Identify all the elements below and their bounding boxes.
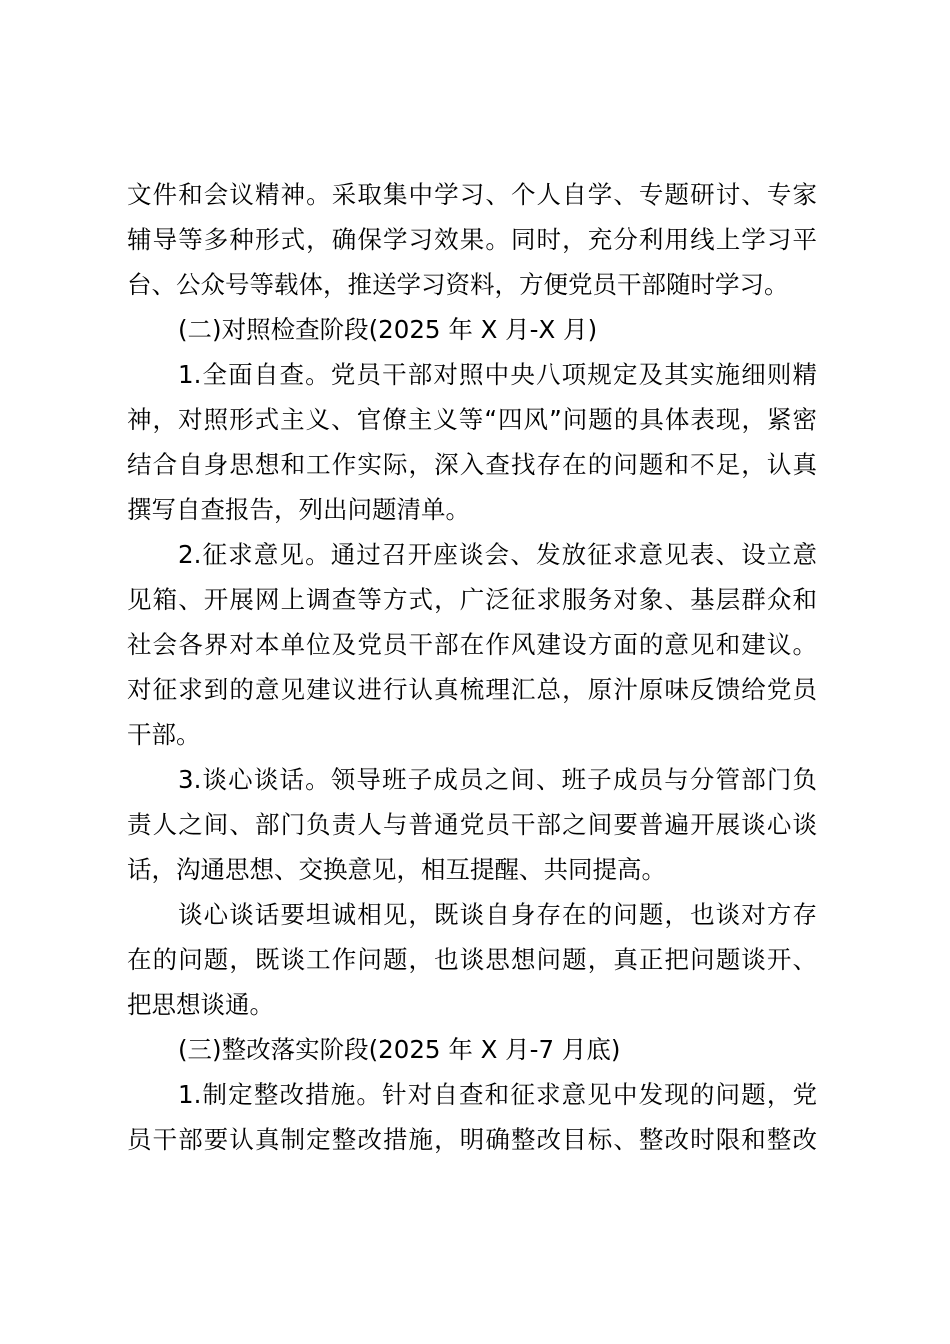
body-line: 在的问题，既谈工作问题，也谈思想问题，真正把问题谈开、 [127, 945, 817, 974]
paragraph-start-line: 1.全面自查。党员干部对照中央八项规定及其实施细则精 [178, 360, 817, 389]
section-heading: (三)整改落实阶段(2025 年 X 月-7 月底) [178, 1035, 621, 1064]
body-line: 结合自身思想和工作实际，深入查找存在的问题和不足，认真 [127, 450, 817, 479]
body-line: 见箱、开展网上调查等方式，广泛征求服务对象、基层群众和 [127, 585, 817, 614]
paragraph-start-line: 谈心谈话要坦诚相见，既谈自身存在的问题，也谈对方存 [178, 900, 817, 929]
section-heading: (二)对照检查阶段(2025 年 X 月-X 月) [178, 315, 598, 344]
body-line: 台、公众号等载体，推送学习资料，方便党员干部随时学习。 [127, 270, 789, 299]
body-line: 对征求到的意见建议进行认真梳理汇总，原汁原味反馈给党员 [127, 675, 817, 704]
body-line: 社会各界对本单位及党员干部在作风建设方面的意见和建议。 [127, 630, 817, 659]
body-line: 撰写自查报告，列出问题清单。 [127, 495, 470, 524]
body-line: 干部。 [127, 720, 201, 749]
paragraph-start-line: 1.制定整改措施。针对自查和征求意见中发现的问题，党 [178, 1080, 817, 1109]
body-line: 员干部要认真制定整改措施，明确整改目标、整改时限和整改 [127, 1125, 817, 1154]
body-line: 文件和会议精神。采取集中学习、个人自学、专题研讨、专家 [127, 180, 817, 209]
paragraph-start-line: 3.谈心谈话。领导班子成员之间、班子成员与分管部门负 [178, 765, 817, 794]
paragraph-start-line: 2.征求意见。通过召开座谈会、发放征求意见表、设立意 [178, 540, 817, 569]
body-line: 话，沟通思想、交换意见，相互提醒、共同提高。 [127, 855, 666, 884]
body-line: 辅导等多种形式，确保学习效果。同时，充分利用线上学习平 [127, 225, 817, 254]
body-line: 把思想谈通。 [127, 990, 274, 1019]
document-body [127, 172, 817, 1162]
body-line: 责人之间、部门负责人与普通党员干部之间要普遍开展谈心谈 [127, 810, 817, 839]
body-line: 神，对照形式主义、官僚主义等“四风”问题的具体表现，紧密 [127, 405, 817, 434]
